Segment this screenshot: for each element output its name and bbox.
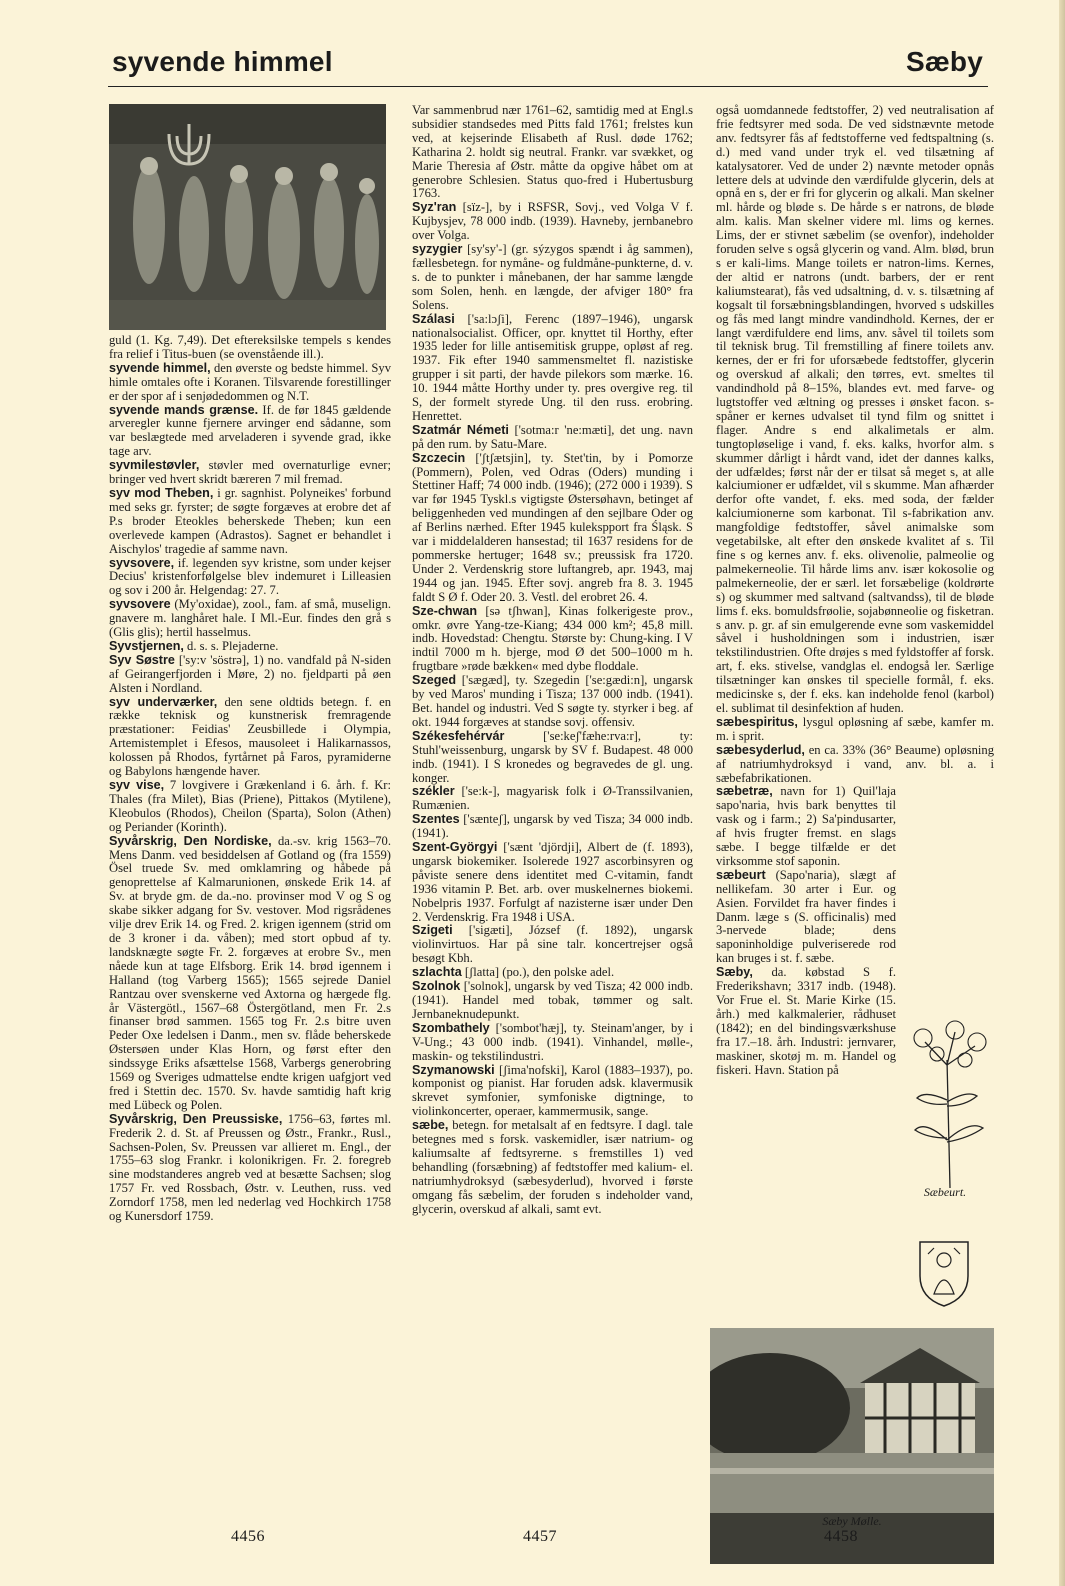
entry-body: If. de før 1845 gældende arveregler kunne fjernere arvinger end sådanne, som var beslægtede med arveladeren i syvende grad, ikke tage arv. [109,402,391,459]
entry-headword: Székesfehérvár [412,728,505,743]
entry-headword: Szent-Györgyi [412,840,498,855]
dictionary-entry [109,404,391,460]
entry-body: ['se:k-], magyarisk folk i Ø-Transsilvanien, Rumænien. [412,784,693,813]
entry-body: da. købstad S f. Frederikshavn; 3317 indb. (1948). Vor Frue el. St. Marie Kirke (15. årh.) med kalkmalerier, rådhuset (1842); en del bindingsværkshuse fra 17.–18. årh. Industri: jernvarer, maskiner, skotøj m. m. Handel og fiskeri. Havn. Station på [716,965,896,1077]
entry-headword: syvmilestøvler, [109,458,200,473]
entry-body: ['sotma:r 'ne:mæti], det ung. navn på den rum. by Satu-Mare. [412,422,694,451]
dictionary-entry [716,744,994,786]
entry-headword: Syvstjernen, [109,638,184,653]
column-2-entries [412,104,693,1217]
entry-headword: syvsovere [109,597,171,612]
entry-headword: Syvårskrig, Den Preussiske, [109,1111,283,1126]
page-edge [1059,0,1065,1586]
dictionary-entry [109,640,391,654]
dictionary-entry [412,201,693,243]
entry-headword: Syz'ran [412,200,457,215]
entry-body: (My'oxidae), zool., fam. af små, muselign. gnavere m. langhåret hale. I Ml.-Eur. findes den grå s (Glis glis); hertil hasselmus. [109,597,391,640]
header-rule [108,86,988,87]
dictionary-entry [412,966,693,980]
entry-headword: sæbetræ, [716,784,773,799]
entry-headword: Szálasi [412,311,455,326]
entry-headword: syv vise, [109,778,165,792]
dictionary-entry [109,779,391,835]
entry-headword: Szeged [412,673,457,688]
entry-body: Var sammenbrud nær 1761–62, samtidig med at Engl.s subsidier standsedes med Pitts fald 1761; frelstes kun ved, at kejserinde Elisabeth af Rusl. døde 1762; Katharina 2. holdt sig neutral. Frankr. var svækket, og Marie Theresia af Østr. måtte da opgive håbet om at generobre Schlesien. Status quo-fred i Hubertusburg 1763. [412,103,693,201]
page-number-right: 4458 [824,1528,858,1545]
dictionary-entry [109,1113,391,1224]
entry-body: 7 lovgivere i Grækenland i 6. årh. f. Kr: Thales (fra Milet), Bias (Priene), Pittakos (Mytilene), Kleobulos (Rhodos), Cheilon (Sparta), Solon (Athen) og Periander (Korinth). [109,778,391,834]
running-head-left: syvende himmel [112,46,333,77]
entry-body: navn for 1) Quil'laja sapo'naria, hvis bark benyttes til vask og i farm.; 2) Sa'pindusarter, af hvis frugter fremst. en slags sæbe. I begge tilfælde er det virksomme stof saponin. [716,784,896,868]
mill-caption: Sæby Mølle. [822,1514,882,1528]
entry-body: også uomdannede fedtstoffer, 2) ved neutralisation af frie fedtsyrer med soda. De ved sidstnævnte metode anv. fedtsyrer fås af fedtstofferne ved fedtspaltning (s. d.) med vand under tryk el. ved tilsætning af katalysatorer. Ved de under 2) nævnte metoder opnås lettere dels at udvinde den værdifulde glycerin, dels at opnå en s, der er fri for glycerin og alkali. Man skelner ml. hårde og bløde s. De hårde s er natrons, de bløde alm. kalis. Man skelner videre ml. lims og kernes. Lims, der er stivnet sæbelim (se ovenfor), indeholder foruden selve s også glycerin og vand. Alm. blød, brun s er kali-lims. Mange toilets er natron-lims. Kernes, der altid er natrons (undt. barbers, der er rent kaliumstearat), fås ved udsaltning, d. v. s. tilsætning af kogsalt til forsæbningsblandingen, hvorved s udskilles og fås med langt mindre vandindhold. Kernes, der er langt værdifuldere end lims, anv. såvel til toilets som til teknisk brug. Til fremstilling af finere toilets anv. kernes, der er fri for uforsæbede fedtstoffer, glycerin og overskud af alkali; den tørres, evt. smeltes til vandindhold på 8–15%, blandes evt. med farve- og lugtstoffer ved æltning og presses i ønsket facon. s-spåner er kernes udvalset til tynd film og snittet i flager. Andre s end alkalimetals er alm. tungtopløselige i vand, f. eks. kalks, hvorfor alm. s skummer dårligt i hårdt vand, idet der dannes kalks, der udfældes; først når der er tilsat så meget s, at alle kalciumioner er udfældet, vil s skumme. Man afhærder derfor ofte vandet, f. eks. med soda, der fælder kalciumionerne som karbonat. Til s-fabrikation anv. mangfoldige fedtstoffer, såvel animalske som vegetabilske, alt efter den ønskede kvalitet af s. Til fine s og kernes anv. f. eks. olivenolie, palmeolie og palmekerneolie. Til hårde lims anv. især kokosolie og palmekerneolie, der er særl. let forsæbelige (koldrørte s) og skummer med saltvand (saltvandss), til de bløde lims f. eks. bomuldsfrøolie, sojabønneolie og fisketran. s anv. p. gr. af sin emulgerende evne som vaskemiddel såvel i husholdningen som i industrien, især tekstilindustrien. Ofte drøjes s med fyldstoffer af forsk. art, f. eks. stivelse, vandglas el. endogså ler. Særlige tilsætninger kan ønskes til specielle formål, f. eks. medicinske s, der f. eks. kan indeholde fenol (karbol) el. sublimat til desinfektion af huden. [716,103,994,715]
dictionary-entry [109,598,391,640]
dictionary-entry [412,730,693,786]
entry-headword: Szolnok [412,979,461,994]
entry-headword: syv mod Theben, [109,485,214,500]
entry-body: guld (1. Kg. 7,49). Det eftereksilske tempels s kendes fra relief i Titus-buen (se ovenstående ill.). [109,333,391,361]
saeby-coat-of-arms [914,1236,974,1308]
entry-body: lysgul opløsning af sæbe, kamfer m. m. i sprit. [716,714,994,743]
entry-body: d. s. s. Plejaderne. [183,638,279,653]
dictionary-entry [412,813,693,841]
entry-body: 1756–63, førtes ml. Frederik 2. d. St. af Preussen og Østr., Frankr., Rusl., Sachsen-Polen, Sv. Preussen var allieret m. Engl., der 1755–63 slog Frankr. i kolonikrigen. Fr. 2. foregreb sine modstanderes angreb ved at besætte Sachsen; slog 1757 Fr. ved Rossbach, Østr. v. Leuthen, russ. ved Zorndorf 1758, men led nederlag ved Hochkirch 1758 og Kunersdorf 1759. [109,1111,391,1224]
entry-body: (Sapo'naria), slægt af nellikefam. 30 arter i Eur. og Asien. Forvildet fra haver findes i Danm. læge s (S. officinalis) med 3-nervede blade; dens saponinholdige pulveriserede rod kan bruges i st. f. sæbe. [716,867,896,966]
entry-headword: Szentes [412,812,460,827]
dictionary-entry [109,487,391,557]
dictionary-entry [109,459,391,487]
entry-body: ['solnok], ungarsk by ved Tisza; 42 000 indb. (1941). Handel med tobak, tømmer og salt. Jernbaneknudepunkt. [412,979,693,1021]
dictionary-entry [716,716,994,744]
entry-headword: syvsovere, [109,555,175,570]
dictionary-entry [412,1119,693,1216]
entry-body: støvler med overnaturlige evner; bringer ved hvert skridt bæreren 7 mil fremad. [109,458,391,487]
dictionary-entry [109,654,391,696]
entry-body: ['sa:lɔʃi], Ferenc (1897–1946), ungarsk nationalsocialist. Officer, opr. knyttet til Horthy, efter 1935 leder for lille antisemitisk gruppe, opløst af reg. 1937. Fik efter 1940 sammensmeltet fl. nazistiske grupper i sit parti, der havde pilekors som mærke. 16. 10. 1944 måtte Horthy under ty. pres overgive reg. til S, der formelt styrede Ung. til den russ. erobring. Henrettet. [412,311,693,423]
entry-body: ['se:keʃ'fæhe:rva:r], ty: Stuhl'weissenburg, ungarsk by SV f. Budapest. 48 000 indb. (1941). I S kronedes og begravedes de gl. ung. konger. [412,728,693,785]
dictionary-entry [109,362,391,404]
running-head-right: Sæby [905,46,983,77]
dictionary-entry [412,313,693,424]
entry-body: betegn. for metalsalt af en fedtsyre. I dagl. tale betegnes med s forsk. vaskemidler, især natrium- og kaliumsalte af fedtsyrerne. s fremstilles 1) ved behandling (forsæbning) af fedtstoffer med kalium- el. natriumhydroksyd (sæbesyderlud), hvorved i første omgang fås sæbelim, der foruden s indeholder vand, glycerin, overskud af alkali, samt evt. [412,1118,693,1216]
dictionary-entry [412,980,693,1022]
titus-arch-relief-image [109,104,386,330]
dictionary-entry [109,557,391,599]
dictionary-entry [412,1022,693,1064]
entry-headword: Szombathely [412,1020,490,1035]
column-3-narrow-entries [716,785,896,1077]
entry-headword: Sæby, [716,965,753,980]
entry-body: ['sænt 'djördji], Albert de (f. 1893), ungarsk biokemiker. Isolerede 1927 ascorbinsyren og påviste senere dens identitet med C-vitamin, fandt 1936 vitamin P. Bet. arb. over muskelnernes biokemi. Nobelpris 1937. Forfulgt af nazisterne især under Den 2. Verdenskrig. Fra 1948 i USA. [412,840,693,924]
entry-headword: sæbesyderlud, [716,742,805,757]
dictionary-entry [412,424,693,452]
entry-body: en ca. 33% (36° Beaume) opløsning af natriumhydroksyd i vand, anv. bl. a. i sæbefabrikationen. [716,742,994,785]
entry-body: [sïz-], by i RSFSR, Sovj., ved Volga V f. Kujbysjev, 78 000 indb. (1939). Havneby, jernbanebro over Volga. [412,200,693,243]
entry-headword: syzygier [412,242,463,257]
dictionary-entry [716,785,896,868]
dictionary-entry [412,1064,693,1120]
dictionary-entry [412,104,693,201]
dictionary-entry [412,924,693,966]
entry-headword: Szatmár Németi [412,422,509,437]
entry-body: ['sombot'hæj], ty. Steinam'anger, by i V-Ung.; 43 000 indb. (1941). Vinhandel, mølle-, maskin- og tekstilindustri. [412,1020,693,1063]
entry-headword: Szczecin [412,450,466,465]
entry-body: [sə tʃhwan], Kinas folkerigeste prov., omkr. øvre Yang-tze-Kiang; 434 000 km²; 45,8 mill. indb. Hovedstad: Chengtu. Største by: Chung-king. I V indtil 7000 m h. bjerge, mod Ø det 500–1000 m h. frugtbare »røde bækken« med dybe floddale. [412,603,693,674]
page-number-left: 4456 [231,1528,265,1545]
entry-headword: Syvårskrig, Den Nordiske, [109,833,272,848]
dictionary-entry [412,785,693,813]
entry-headword: Sze-chwan [412,603,478,618]
dictionary-entry [109,835,391,1113]
entry-headword: Szymanowski [412,1062,495,1077]
entry-headword: syv underværker, [109,694,218,709]
entry-body: den sene oldtids betegn. f. en række teknisk og kunstnerisk fremragende præstationer: Feidias' Zeusbillede i Olympia, Artemistemplet i Efesos, mausoleet i Halikarnassos, kolossen på Rhodos, fyrtårnet på Faros, pyramiderne og Babylons hængende haver. [109,694,391,779]
column-3-entries [716,104,994,785]
dictionary-entry [412,243,693,313]
dictionary-entry [109,696,391,779]
page-number-middle: 4457 [523,1528,557,1545]
entry-headword: syvende mands grænse. [109,402,259,417]
entry-body: da.-sv. krig 1563–70. Mens Danm. ved besiddelsen af Gotland og (fra 1559) Ösel truede Sv. med omklamring og håbede på genoprettelse af Kalmarunionen, ønskede Erik 14. af Sv. at bryde gm. de da.-no. provinser mod V og S og skabe sikker adgang for Sv. vestover. Mod rigsrådenes vilje drev Erik 14. og Fred. 2. krigen igennem (strid om de 3 kroner i da. våben); med stort opbud af ty. landsknægte søgte Fr. 2. forgæves at erobre Sv., men nåede kun at tage Elfsborg. Erik 14. brød igennem i Halland (tog Varberg 1565); 1565 sejrede Daniel Rantzau over svenskerne ved Axtorna og hærgede flg. år Västergötl., 1567–68 Östergötland, men Fr. 2.s finanser brød sammen. 1565 tog Fr. 2.s bitre uven Peder Oxe ledelsen i Danm., men sv. flåde beherskede Østersøen under Klas Horn, og først efter den sindssyge Eriks afsættelse 1568, Varbergs generobring 1569 og Sveriges udmattelse endte krigen uafgjort ved fred i Stettin dec. 1570. Sv. havde samtidig haft krig med Lübeck og Polen. [109,833,392,1112]
entry-headword: sæbespiritus, [716,714,798,729]
column-2 [412,104,693,1217]
entry-body: ['ʃtʃætsjin], ty. Stet'tin, by i Pomorze (Pommern), Polen, ved Odras (Oders) munding i Stettiner Haff; 74 000 indb. (1946); (272 000 i 1939). S var før 1945 Tyskl.s vigtigste Østersøhavn, betinget af beliggenheden ved mundingen af den sejlbare Oder og af Berlins nærhed. Efter 1945 kulekspport fra Śląsk. S var i middelalderen hansestad; til 1637 residens for de pommerske hertuger; 1648 sv.; preussisk fra 1720. Under 2. Verdenskrig store luftangreb, apr. 1943, maj 1944 og jan. 1945. Efter sovj. angreb fra 8. 3. 1945 faldt S Ø f. Oder 20. 3. Vestl. del erobret 26. 4. [412,450,693,604]
dictionary-entry [716,104,994,716]
dictionary-entry [412,452,693,605]
entry-headword: sæbe, [412,1118,449,1133]
dictionary-entry [109,334,391,362]
column-3 [716,104,994,1077]
soapwort-illustration [895,1020,993,1204]
soapwort-caption: Sæbeurt. [923,1185,967,1199]
entry-body: [ʃlatta] (po.), den polske adel. [461,965,615,980]
entry-headword: sæbeurt [716,867,766,882]
entry-body: [ʃima'nofski], Karol (1883–1937), po. komponist og pianist. Har foruden adsk. klavermusik skrevet symfonier, symfoniske digtninge, to violinkoncerter, operaer, kammermusik, sange. [412,1062,693,1119]
entry-body: ['sigæti], József (f. 1892), ungarsk violinvirtuos. Har på sine talr. koncertrejser også besøgt Kbh. [412,923,693,966]
entry-headword: szlachta [412,965,462,980]
dictionary-entry [412,674,693,730]
column-1 [109,104,391,1224]
column-1-entries [109,334,391,1224]
entry-headword: székler [412,784,455,799]
entry-body: [sy'sy'-] (gr. sýzygos spændt i åg sammen), fællesbetegn. for nymåne- og fuldmåne-punkterne, d. v. s. de to punkter i månebanen, der har samme længde som Solen, henh. en længde, der afviger 180° fra Solens. [412,242,693,312]
entry-headword: Szigeti [412,923,453,938]
entry-body: i gr. sagnhist. Polyneikes' forbund med seks gr. fyrster; de søgte forgæves at erobre det af P.s broder Eteokles beherskede Theben; kun een overlevede kampen (Adrastos). Sagnet er behandlet i Aischylos' tragedie af samme navn. [109,485,391,556]
entry-body: if. legenden syv kristne, som under kejser Decius' kristenforfølgelse blev indemuret i Lilleasien og sov i 200 år. Helgendag: 27. 7. [109,555,391,598]
entry-body: ['sægæd], ty. Szegedin ['se:gædi:n], ungarsk by ved Maros' munding i Tisza; 137 000 indb. (1941). Bet. handel og industri. Ved S søgte ty. styrker i beg. af okt. 1944 forgæves at standse sovj. offensiv. [412,673,693,729]
dictionary-entry [412,605,693,675]
entry-headword: Syv Søstre [109,652,175,667]
dictionary-entry [412,841,693,924]
entry-body: ['sænteʃ], ungarsk by ved Tisza; 34 000 indb. (1941). [412,812,693,841]
entry-body: den øverste og bedste himmel. Syv himle omtales ofte i Koranen. Tilsvarende forestillinger er der spor af i senjødedommen og N.T. [109,360,391,403]
dictionary-entry [716,966,896,1077]
entry-headword: syvende himmel, [109,360,211,375]
entry-body: ['sy:v 'söstrə], 1) no. vandfald på N-siden af Geirangerfjorden i Møre, 2) no. fjeldparti på øen Alsten i Nordland. [109,652,391,695]
dictionary-entry [716,869,896,966]
